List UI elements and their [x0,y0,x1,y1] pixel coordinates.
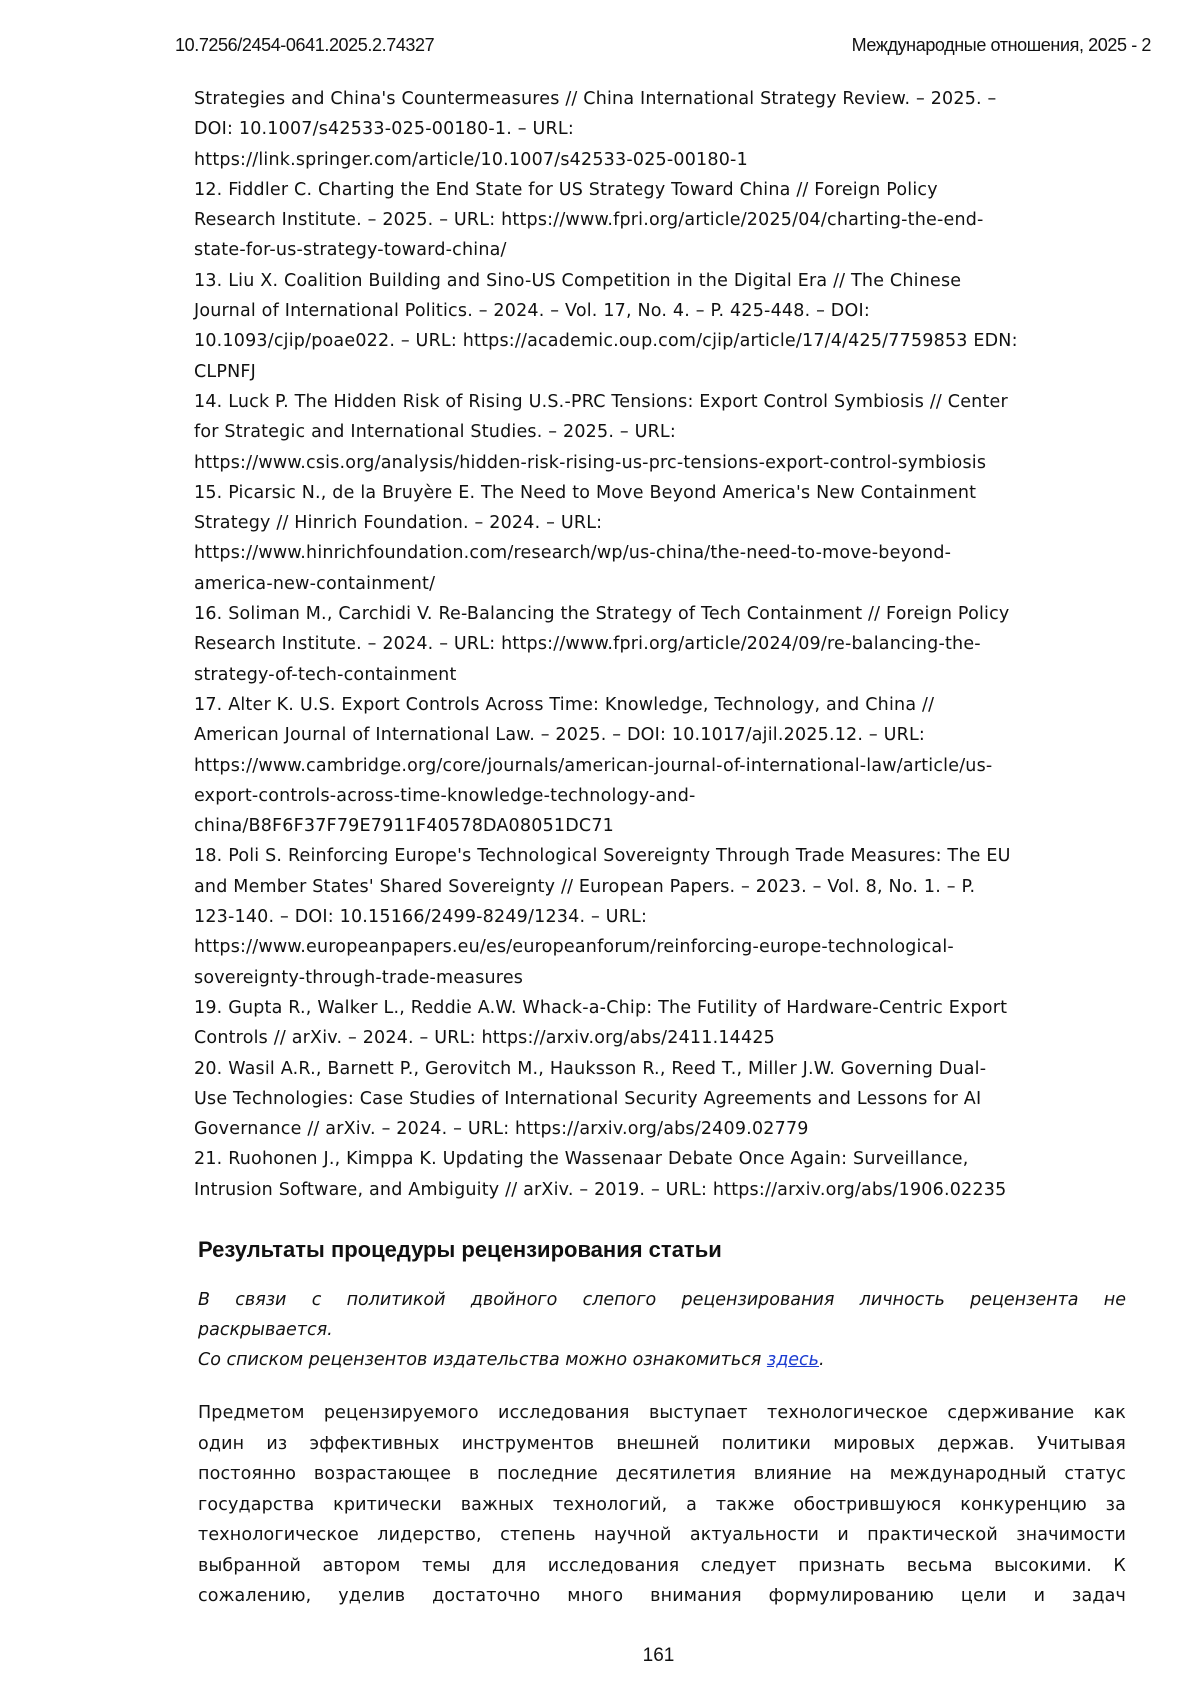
reference-list [194,84,1134,1205]
reference-line: 15. Picarsic N., de la Bruyère E. The Need to Move Beyond America's New Containment [194,478,1134,508]
reference-line: https://link.springer.com/article/10.1007/s42533-025-00180-1 [194,145,1134,175]
reference-line: strategy-of-tech-containment [194,660,1134,690]
reference-line: DOI: 10.1007/s42533-025-00180-1. – URL: [194,114,1134,144]
reference-line: 17. Alter K. U.S. Export Controls Across Time: Knowledge, Technology, and China // [194,690,1134,720]
reference-line: export-controls-across-time-knowledge-technology-and- [194,781,1134,811]
review-section-title: Результаты процедуры рецензирования статьи [198,1237,722,1263]
reference-line: 21. Ruohonen J., Kimppa K. Updating the Wassenaar Debate Once Again: Surveillance, [194,1144,1134,1174]
reference-line: Governance // arXiv. – 2024. – URL: https://arxiv.org/abs/2409.02779 [194,1114,1134,1144]
review-body-text [198,1398,1126,1612]
review-body-line: один из эффективных инструментов внешней политики мировых держав. Учитывая [198,1429,1126,1460]
reference-line: Strategies and China's Countermeasures // China International Strategy Review. – 2025. – [194,84,1134,114]
review-disclaimer [198,1285,1126,1375]
reference-line: Research Institute. – 2025. – URL: https://www.fpri.org/article/2025/04/charting-the-end- [194,205,1134,235]
reference-line: Use Technologies: Case Studies of International Security Agreements and Lessons for AI [194,1084,1134,1114]
disclaimer-line: В связи с политикой двойного слепого рецензирования личность рецензента не [198,1285,1126,1315]
reference-line: Research Institute. – 2024. – URL: https://www.fpri.org/article/2024/09/re-balancing-the- [194,629,1134,659]
reference-line: CLPNFJ [194,357,1134,387]
journal-issue: Международные отношения, 2025 - 2 [852,35,1151,56]
reference-line: 19. Gupta R., Walker L., Reddie A.W. Whack-a-Chip: The Futility of Hardware-Centric Export [194,993,1134,1023]
reviewers-list-line [198,1345,1126,1375]
reference-line: American Journal of International Law. – 2025. – DOI: 10.1017/ajil.2025.12. – URL: [194,720,1134,750]
reference-line: Journal of International Politics. – 2024. – Vol. 17, No. 4. – P. 425-448. – DOI: [194,296,1134,326]
review-body-line: Предметом рецензируемого исследования выступает технологическое сдерживание как [198,1398,1126,1429]
reference-line: https://www.csis.org/analysis/hidden-risk-rising-us-prc-tensions-export-control-symbiosis [194,448,1134,478]
reference-line: for Strategic and International Studies. – 2025. – URL: [194,417,1134,447]
review-body-line: государства критически важных технологий, а также обострившуюся конкуренцию за [198,1490,1126,1521]
reference-line: and Member States' Shared Sovereignty // European Papers. – 2023. – Vol. 8, No. 1. – P. [194,872,1134,902]
reviewers-list-link[interactable]: здесь [767,1350,819,1370]
reference-line: 12. Fiddler C. Charting the End State for US Strategy Toward China // Foreign Policy [194,175,1134,205]
review-body-line: постоянно возрастающее в последние десятилетия влияние на международный статус [198,1459,1126,1490]
reference-line: Strategy // Hinrich Foundation. – 2024. – URL: [194,508,1134,538]
reference-line: china/B8F6F37F79E7911F40578DA08051DC71 [194,811,1134,841]
reference-line: 18. Poli S. Reinforcing Europe's Technological Sovereignty Through Trade Measures: The EU [194,841,1134,871]
review-body-line: технологическое лидерство, степень научной актуальности и практической значимости [198,1520,1126,1551]
reference-line: 16. Soliman M., Carchidi V. Re-Balancing the Strategy of Tech Containment // Foreign Policy [194,599,1134,629]
page-number: 161 [0,1645,1200,1667]
reference-line: 10.1093/cjip/poae022. – URL: https://academic.oup.com/cjip/article/17/4/425/7759853 EDN: [194,326,1134,356]
reference-line: 14. Luck P. The Hidden Risk of Rising U.S.-PRC Tensions: Export Control Symbiosis // Center [194,387,1134,417]
reference-line: Intrusion Software, and Ambiguity // arXiv. – 2019. – URL: https://arxiv.org/abs/1906.02235 [194,1175,1134,1205]
review-body-line: выбранной автором темы для исследования следует признать весьма высокими. К [198,1551,1126,1582]
reference-line: https://www.hinrichfoundation.com/research/wp/us-china/the-need-to-move-beyond- [194,538,1134,568]
reviewers-list-text: Со списком рецензентов издательства можно ознакомиться [198,1350,767,1370]
reference-line: 13. Liu X. Coalition Building and Sino-US Competition in the Digital Era // The Chinese [194,266,1134,296]
reviewers-list-period: . [819,1350,825,1370]
reference-line: 20. Wasil A.R., Barnett P., Gerovitch M., Hauksson R., Reed T., Miller J.W. Governing Dual- [194,1054,1134,1084]
reference-line: state-for-us-strategy-toward-china/ [194,235,1134,265]
reference-line: Controls // arXiv. – 2024. – URL: https://arxiv.org/abs/2411.14425 [194,1023,1134,1053]
reference-line: sovereignty-through-trade-measures [194,963,1134,993]
disclaimer-line: раскрывается. [198,1315,1126,1345]
article-doi: 10.7256/2454-0641.2025.2.74327 [175,35,434,56]
reference-line: 123-140. – DOI: 10.15166/2499-8249/1234. – URL: [194,902,1134,932]
review-body-line: сожалению, уделив достаточно много внимания формулированию цели и задач [198,1581,1126,1612]
reference-line: https://www.cambridge.org/core/journals/american-journal-of-international-law/article/us- [194,751,1134,781]
reference-line: america-new-containment/ [194,569,1134,599]
reference-line: https://www.europeanpapers.eu/es/europeanforum/reinforcing-europe-technological- [194,932,1134,962]
